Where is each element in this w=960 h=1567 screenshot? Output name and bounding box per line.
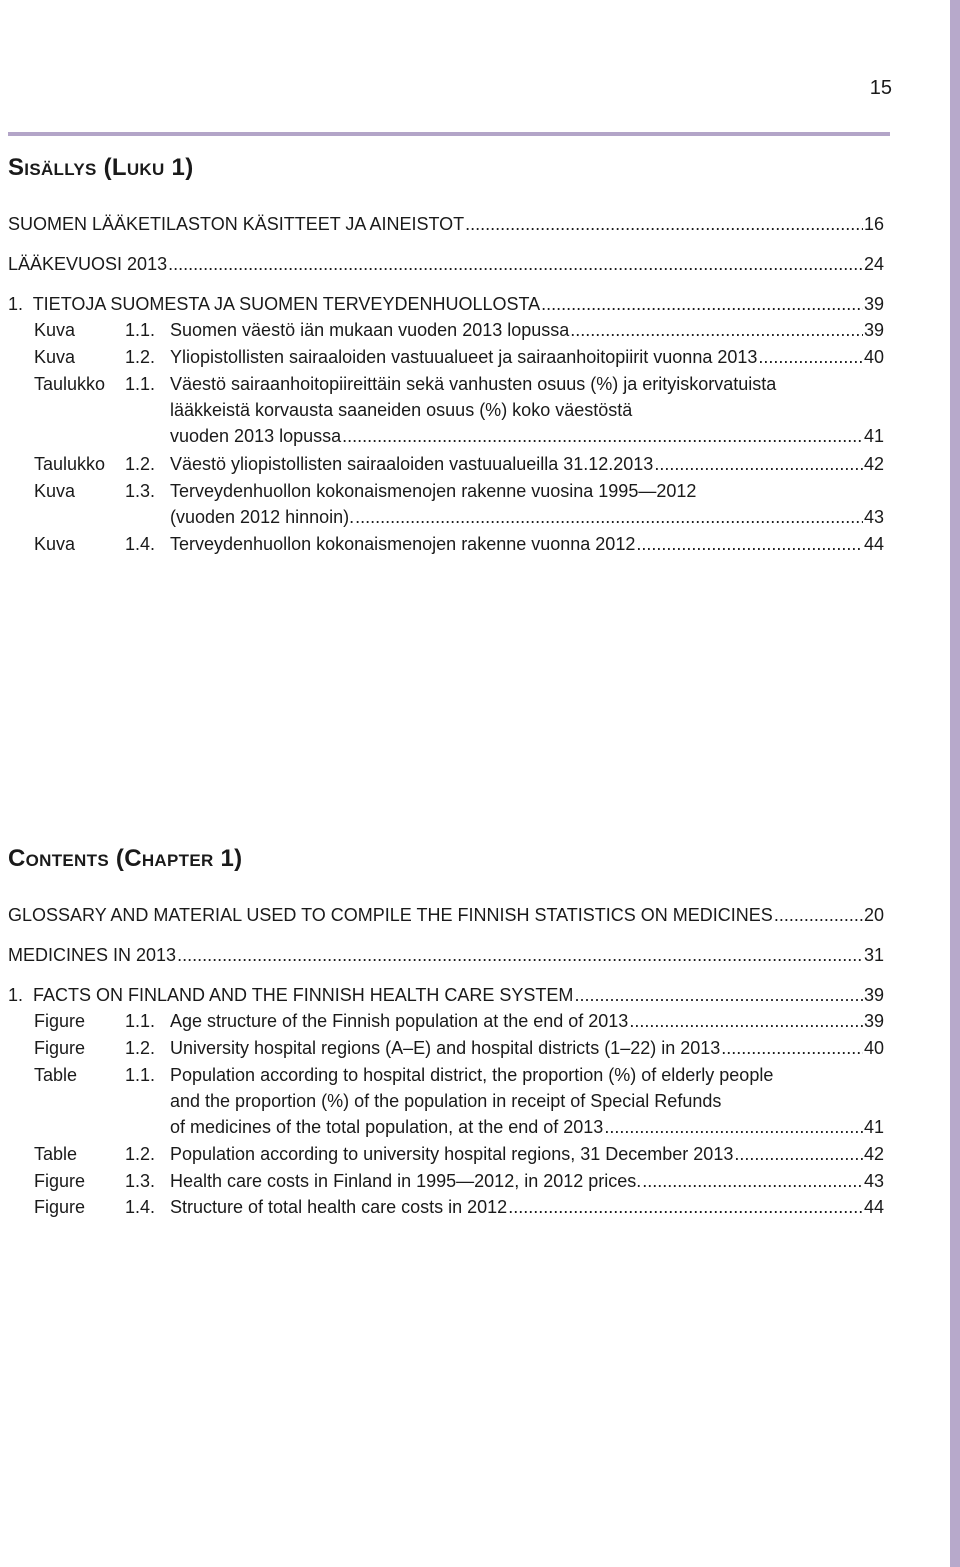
- toc-item-label: Table: [34, 1144, 78, 1164]
- toc-item-title: Population according to hospital district, the proportion (%) of elderly people: [170, 1065, 774, 1085]
- toc-item-body: [170, 317, 884, 343]
- toc-entry-title: LÄÄKEVUOSI 2013: [8, 254, 168, 274]
- toc-entry-body: [8, 902, 884, 928]
- dot-leader: [758, 344, 863, 370]
- toc-item-label: Figure: [34, 1038, 86, 1058]
- toc-entry-body: [8, 982, 884, 1008]
- toc-item-body: [170, 371, 884, 449]
- section-heading-en: Contents (Chapter 1): [8, 845, 243, 872]
- toc-item-number: 1.1.: [125, 374, 156, 394]
- toc-item-line: [170, 1062, 884, 1088]
- toc-item-title: Yliopistollisten sairaaloiden vastuualueet ja sairaanhoitopiirit vuonna 2013: [170, 347, 758, 367]
- toc-item-title: Väestö yliopistollisten sairaaloiden vastuualueilla 31.12.2013: [170, 454, 654, 474]
- toc-item-body: [170, 1194, 884, 1220]
- toc-entry-title: GLOSSARY AND MATERIAL USED TO COMPILE THE FINNISH STATISTICS ON MEDICINES: [8, 905, 773, 925]
- toc-item-label: Kuva: [34, 320, 76, 340]
- toc-page-number: 41: [863, 426, 884, 446]
- toc-item-body: [170, 451, 884, 477]
- toc-page-number: 44: [863, 1197, 884, 1217]
- toc-page-number: 42: [863, 1144, 884, 1164]
- toc-entry-title: 1. TIETOJA SUOMESTA JA SUOMEN TERVEYDENHUOLLOSTA: [8, 294, 541, 314]
- toc-item-label: Taulukko: [34, 374, 106, 394]
- toc-item-title: Terveydenhuollon kokonaismenojen rakenne vuonna 2012: [170, 534, 636, 554]
- toc-item-number: 1.4.: [125, 534, 156, 554]
- toc-item-body: [170, 1141, 884, 1167]
- toc-item-title: Suomen väestö iän mukaan vuoden 2013 lopussa: [170, 320, 570, 340]
- section-heading-fi: Sisällys (Luku 1): [8, 154, 194, 181]
- dot-leader: [465, 211, 863, 237]
- page-number: 15: [869, 77, 892, 99]
- toc-item-line: [170, 1008, 884, 1034]
- toc-item-number: 1.1.: [125, 320, 156, 340]
- toc-entry-body: [8, 942, 884, 968]
- toc-item-title: Structure of total health care costs in 2012: [170, 1197, 508, 1217]
- toc-item-number: 1.2.: [125, 347, 156, 367]
- toc-item-line: [170, 371, 884, 397]
- toc-item-line: [170, 504, 884, 530]
- toc-item-title: Terveydenhuollon kokonaismenojen rakenne vuosina 1995—2012: [170, 481, 697, 501]
- dot-leader: [168, 251, 863, 277]
- toc-item-body: [170, 478, 884, 530]
- toc-item-line: [170, 317, 884, 343]
- toc-item-body: [170, 1062, 884, 1140]
- dot-leader: [654, 451, 863, 477]
- toc-item-title: lääkkeistä korvausta saaneiden osuus (%) koko väestöstä: [170, 400, 633, 420]
- toc-item-line: [170, 1168, 884, 1194]
- dot-leader: [642, 1168, 863, 1194]
- toc-item-line: [170, 531, 884, 557]
- toc-item-line: [170, 478, 884, 504]
- toc-entry-body: [8, 211, 884, 237]
- toc-item-line: [170, 344, 884, 370]
- toc-item-line: [170, 1035, 884, 1061]
- dot-leader: [541, 291, 863, 317]
- toc-item-label: Kuva: [34, 347, 76, 367]
- toc-page-number: 31: [863, 945, 884, 965]
- toc-item-title: vuoden 2013 lopussa: [170, 426, 342, 446]
- toc-page-number: 39: [863, 1011, 884, 1031]
- dot-leader: [177, 942, 863, 968]
- toc-item-title: University hospital regions (A–E) and hospital districts (1–22) in 2013: [170, 1038, 721, 1058]
- toc-entry-title: SUOMEN LÄÄKETILASTON KÄSITTEET JA AINEISTOT: [8, 214, 465, 234]
- toc-item-line: [170, 1088, 884, 1114]
- dot-leader: [636, 531, 863, 557]
- dot-leader: [734, 1141, 863, 1167]
- dot-leader: [604, 1114, 863, 1140]
- dot-leader: [355, 504, 863, 530]
- toc-item-label: Kuva: [34, 481, 76, 501]
- toc-page-number: 39: [863, 294, 884, 314]
- toc-item-line: [170, 1114, 884, 1140]
- toc-item-title: Väestö sairaanhoitopiireittäin sekä vanhusten osuus (%) ja erityiskorvatuista: [170, 374, 777, 394]
- toc-item-label: Table: [34, 1065, 78, 1085]
- toc-item-number: 1.3.: [125, 1171, 156, 1191]
- toc-item-number: 1.1.: [125, 1065, 156, 1085]
- toc-line: [8, 902, 884, 928]
- toc-item-title: and the proportion (%) of the population in receipt of Special Refunds: [170, 1091, 722, 1111]
- toc-item-title: (vuoden 2012 hinnoin).: [170, 507, 355, 527]
- dot-leader: [574, 982, 863, 1008]
- toc-item-line: [170, 423, 884, 449]
- toc-item-label: Taulukko: [34, 454, 106, 474]
- dot-leader: [629, 1008, 863, 1034]
- toc-item-label: Figure: [34, 1011, 86, 1031]
- toc-item-title: Age structure of the Finnish population at the end of 2013: [170, 1011, 629, 1031]
- toc-item-line: [170, 1194, 884, 1220]
- toc-item-title: of medicines of the total population, at the end of 2013: [170, 1117, 604, 1137]
- toc-item-number: 1.4.: [125, 1197, 156, 1217]
- toc-page-number: 42: [863, 454, 884, 474]
- toc-page-number: 39: [863, 320, 884, 340]
- toc-page-number: 39: [863, 985, 884, 1005]
- toc-item-number: 1.3.: [125, 481, 156, 501]
- header-rule: [8, 132, 890, 136]
- toc-entry-body: [8, 291, 884, 317]
- toc-page-number: 16: [863, 214, 884, 234]
- toc-entry-title: 1. FACTS ON FINLAND AND THE FINNISH HEALTH CARE SYSTEM: [8, 985, 574, 1005]
- toc-line: [8, 251, 884, 277]
- side-accent-bar: [950, 0, 960, 1567]
- toc-item-body: [170, 1168, 884, 1194]
- toc-page-number: 20: [863, 905, 884, 925]
- dot-leader: [508, 1194, 863, 1220]
- dot-leader: [570, 317, 863, 343]
- toc-line: [8, 211, 884, 237]
- toc-item-title: Health care costs in Finland in 1995—2012, in 2012 prices.: [170, 1171, 642, 1191]
- toc-page-number: 43: [863, 1171, 884, 1191]
- toc-item-line: [170, 451, 884, 477]
- dot-leader: [342, 423, 863, 449]
- toc-line: [8, 982, 884, 1008]
- toc-page-number: 44: [863, 534, 884, 554]
- toc-entry-body: [8, 251, 884, 277]
- toc-page-number: 43: [863, 507, 884, 527]
- toc-item-number: 1.2.: [125, 454, 156, 474]
- toc-item-line: [170, 1141, 884, 1167]
- toc-line: [8, 942, 884, 968]
- toc-item-line: [170, 397, 884, 423]
- toc-item-body: [170, 531, 884, 557]
- toc-item-body: [170, 1008, 884, 1034]
- toc-item-label: Figure: [34, 1171, 86, 1191]
- toc-page-number: 24: [863, 254, 884, 274]
- toc-item-label: Figure: [34, 1197, 86, 1217]
- toc-page-number: 40: [863, 1038, 884, 1058]
- dot-leader: [721, 1035, 863, 1061]
- toc-item-body: [170, 344, 884, 370]
- toc-page-number: 40: [863, 347, 884, 367]
- toc-item-number: 1.1.: [125, 1011, 156, 1031]
- dot-leader: [774, 902, 863, 928]
- toc-page-number: 41: [863, 1117, 884, 1137]
- toc-item-title: Population according to university hospital regions, 31 December 2013: [170, 1144, 734, 1164]
- toc-item-number: 1.2.: [125, 1038, 156, 1058]
- toc-item-body: [170, 1035, 884, 1061]
- toc-line: [8, 291, 884, 317]
- toc-item-label: Kuva: [34, 534, 76, 554]
- toc-item-number: 1.2.: [125, 1144, 156, 1164]
- toc-entry-title: MEDICINES IN 2013: [8, 945, 177, 965]
